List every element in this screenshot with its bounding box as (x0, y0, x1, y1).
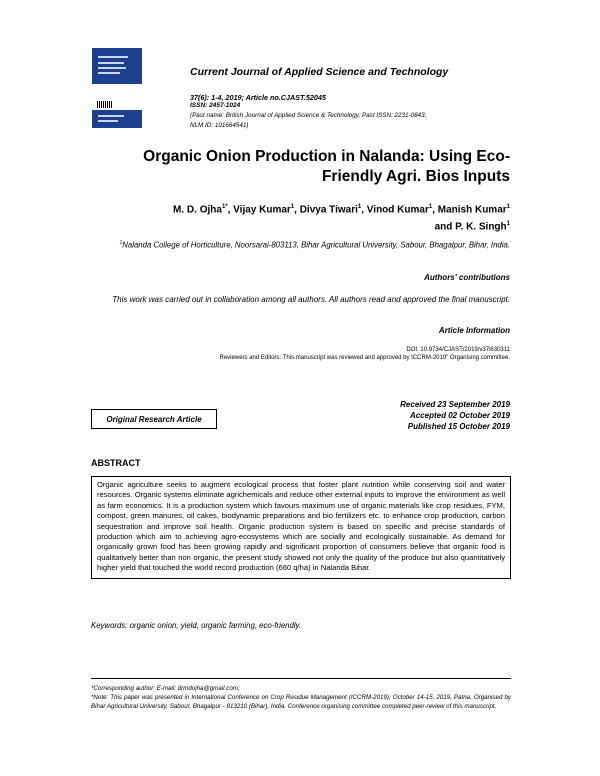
journal-cover-image (92, 48, 142, 84)
author-affiliation-marker: 1 (290, 204, 295, 210)
article-info-heading: Article Information (438, 326, 510, 335)
author-affiliation-marker: 1 (428, 204, 433, 210)
publisher-logo-image (92, 110, 142, 128)
past-titles: (Past name: British Journal of Applied Science & Technology, Past ISSN: 2231-0843, (190, 112, 427, 119)
author-affiliation-marker: 1 (506, 221, 510, 228)
published-date: Published 15 October 2019 (407, 422, 510, 431)
author-name: P. K. Singh (455, 221, 507, 233)
abstract-text: Organic agriculture seeks to augment ecological process that foster plant nutrition while conserving soil and water resources. Organic systems eliminate agrichemicals and reduce other external inputs to improve the environment as well as farm economics. It is a production system which favours maximum use of organic materials like crop residues, FYM, compost, green manures, oil cakes, biodynamic preparations and bio fertilizers etc. to enhance crop production, carbon sequestration and improve soil health. Organic production system is based on specific and precise standards of production which aim to achieving agro-ecosystems which are socially and ecologically sustainable. As demand for organically grown food has been growing rapidly and significant proportion of consumers believe that organic food is qualitatively better than non organic, the present study showed not only the quality of the produce but also quantitatively higher yield that touched the world record production (660 q/ha) in Nalanda Bihar. (97, 480, 505, 573)
received-date: Received 23 September 2019 (400, 400, 510, 409)
contributions-text: This work was carried out in collaboration among all authors. All authors read and approved the final manuscript. (112, 295, 510, 304)
publication-dates (320, 399, 510, 432)
conference-note: *Note: This paper was presented in International Conference on Crop Residue Management (ICCRM-2019), October 14-15, 2019, Patna, Organised by Bihar Agricultural University, Sabour, Bhagalpur - 813210 (Bihar), India. Conference organising committee completed peer-review of this manuscript. (91, 694, 511, 710)
affiliation-text: Nalanda College of Horticulture, Noorsarai-803113, Bihar Agricultural University, Sabour, Bhagalpur, Bihar, India. (122, 240, 510, 250)
nlm-id: NLM ID: 101664541) (190, 121, 249, 129)
issn: ISSN: 2457-1024 (190, 102, 241, 109)
issue-citation: 37(6): 1-4, 2019; Article no.CJAST.52045 (190, 93, 326, 102)
footnote-divider (91, 678, 511, 679)
author-list: M. D. Ojha$^{1*}$, Vijay Kumar$^1$, Divya Tiwari$^1$, Vinod Kumar$^1$, Manish Kumar$^1$ and P. K. Singh$^1$ (173, 204, 510, 233)
abstract-box (91, 476, 511, 579)
article-type-box (91, 409, 217, 429)
article-type: Original Research Article (106, 414, 202, 424)
abstract-heading: ABSTRACT (91, 458, 141, 468)
affiliation (90, 238, 510, 251)
corresponding-author-note: *Corresponding author: E-mail: drmdojha@gmail.com; (91, 685, 240, 692)
barcode-icon (97, 101, 113, 108)
author-name: Vijay Kumar (233, 204, 291, 216)
reviewers-note: Reviewers and Editors: This manuscript was reviewed and approved by ICCRM-2019" Organising committee. (219, 355, 510, 361)
past-name-note (190, 111, 490, 130)
journal-name: Current Journal of Applied Science and Technology (190, 66, 449, 78)
affiliation-marker: 1 (119, 240, 123, 246)
contributions-heading: Authors' contributions (424, 273, 510, 282)
accepted-date: Accepted 02 October 2019 (409, 411, 510, 420)
author-affiliation-marker: 1 (357, 204, 362, 210)
author-affiliation-marker: 1* (221, 204, 228, 210)
author-name: Manish Kumar (437, 204, 507, 216)
author-name: M. D. Ojha (173, 204, 222, 216)
keywords: Keywords: organic onion, yield, organic farming, eco-friendly. (91, 621, 302, 630)
author-affiliation-marker: 1 (506, 204, 510, 210)
author-name: Vinod Kumar (366, 204, 429, 216)
doi: DOI: 10.9734/CJAST/2019/v37i630311 (406, 347, 510, 353)
author-name: Divya Tiwari (299, 204, 358, 216)
paper-title: Organic Onion Production in Nalanda: Using Eco-Friendly Agri. Bios Inputs (143, 148, 510, 185)
